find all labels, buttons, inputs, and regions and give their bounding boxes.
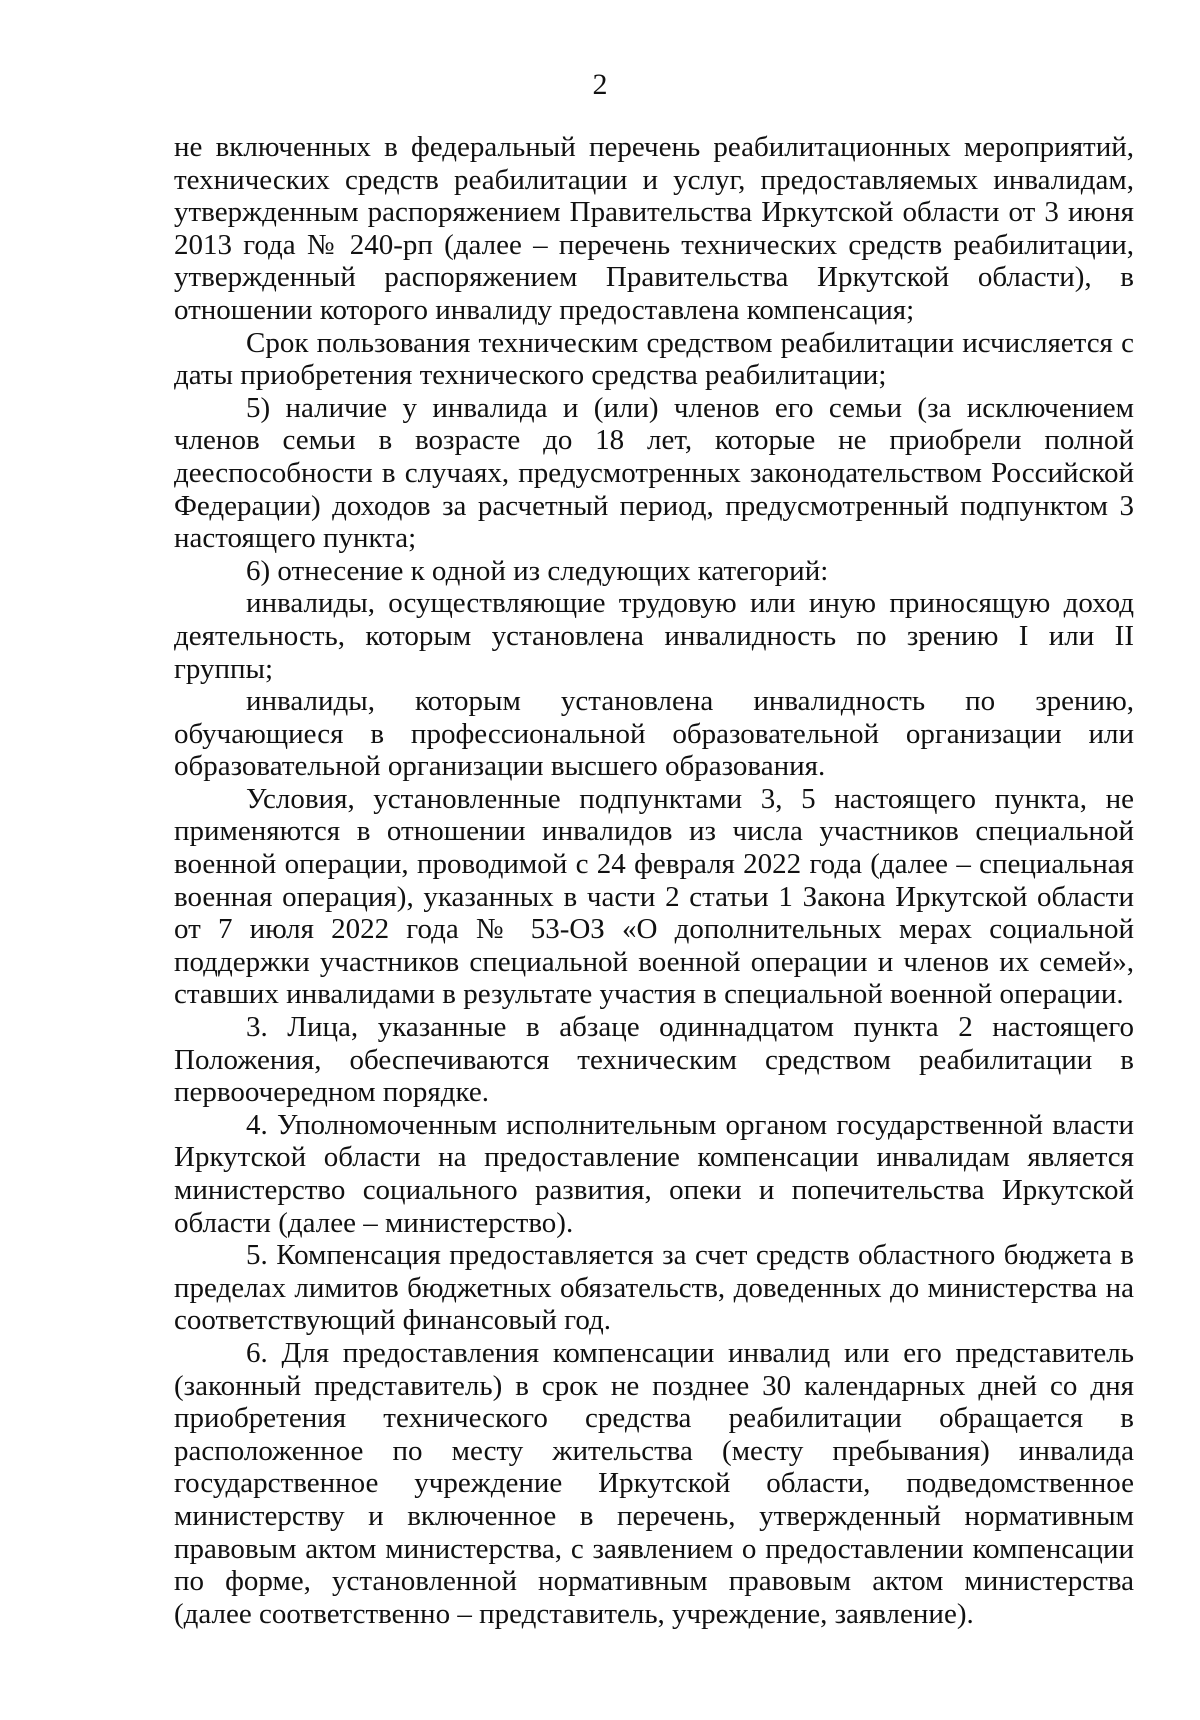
page-number: 2 bbox=[592, 68, 608, 101]
paragraph-section-5: 5. Компенсация предоставляется за счет средств областного бюджета в пределах лимитов бюджетных обязательств, доведенных до министерства на соответствующий финансовый год. bbox=[174, 1239, 1134, 1337]
paragraph-category-students: инвалиды, которым установлена инвалидность по зрению, обучающиеся в профессиональной образовательной организации или образовательной организации высшего образования. bbox=[174, 685, 1134, 783]
paragraph-continuation: не включенных в федеральный перечень реабилитационных мероприятий, технических средств реабилитации и услуг, предоставляемых инвалидам, утвержденным распоряжением Правительства Иркутской области от 3 июня 2013 года № 240-рп (далее – перечень технических средств реабилитации, утвержденный распоряжением Правительства Иркутской области), в отношении которого инвалиду предоставлена компенсация; bbox=[174, 131, 1134, 326]
paragraph-section-3: 3. Лица, указанные в абзаце одиннадцатом пункта 2 настоящего Положения, обеспечиваются техническим средством реабилитации в первоочередном порядке. bbox=[174, 1011, 1134, 1109]
paragraph-section-6: 6. Для предоставления компенсации инвалид или его представитель (законный представитель) в срок не позднее 30 календарных дней со дня приобретения технического средства реабилитации обращается в расположенное по месту жительства (месту пребывания) инвалида государственное учреждение Иркутской области, подведомственное министерству и включенное в перечень, утвержденный нормативным правовым актом министерства, с заявлением о предоставлении компенсации по форме, установленной нормативным правовым актом министерства (далее соответственно – представитель, учреждение, заявление). bbox=[174, 1336, 1134, 1630]
document-body bbox=[174, 131, 1134, 1630]
paragraph-conditions-exception: Условия, установленные подпунктами 3, 5 настоящего пункта, не применяются в отношении инвалидов из числа участников специальной военной операции, проводимой с 24 февраля 2022 года (далее – специальная военная операция), указанных в части 2 статьи 1 Закона Иркутской области от 7 июля 2022 года № 53-ОЗ «О дополнительных мерах социальной поддержки участников специальной военной операции и членов их семей», ставших инвалидами в результате участия в специальной военной операции. bbox=[174, 782, 1134, 1011]
paragraph-section-4: 4. Уполномоченным исполнительным органом государственной власти Иркутской области на предоставление компенсации инвалидам является министерство социального развития, опеки и попечительства Иркутской области (далее – министерство). bbox=[174, 1108, 1134, 1239]
paragraph-item-5-income: 5) наличие у инвалида и (или) членов его семьи (за исключением членов семьи в возрасте до 18 лет, которые не приобрели полной дееспособности в случаях, предусмотренных законодательством Российской Федерации) доходов за расчетный период, предусмотренный подпунктом 3 настоящего пункта; bbox=[174, 391, 1134, 555]
paragraph-category-working: инвалиды, осуществляющие трудовую или иную приносящую доход деятельность, которым установлена инвалидность по зрению I или II группы; bbox=[174, 587, 1134, 685]
paragraph-usage-period: Срок пользования техническим средством реабилитации исчисляется с даты приобретения технического средства реабилитации; bbox=[174, 326, 1134, 392]
paragraph-item-6-categories: 6) отнесение к одной из следующих категорий: bbox=[246, 554, 829, 587]
